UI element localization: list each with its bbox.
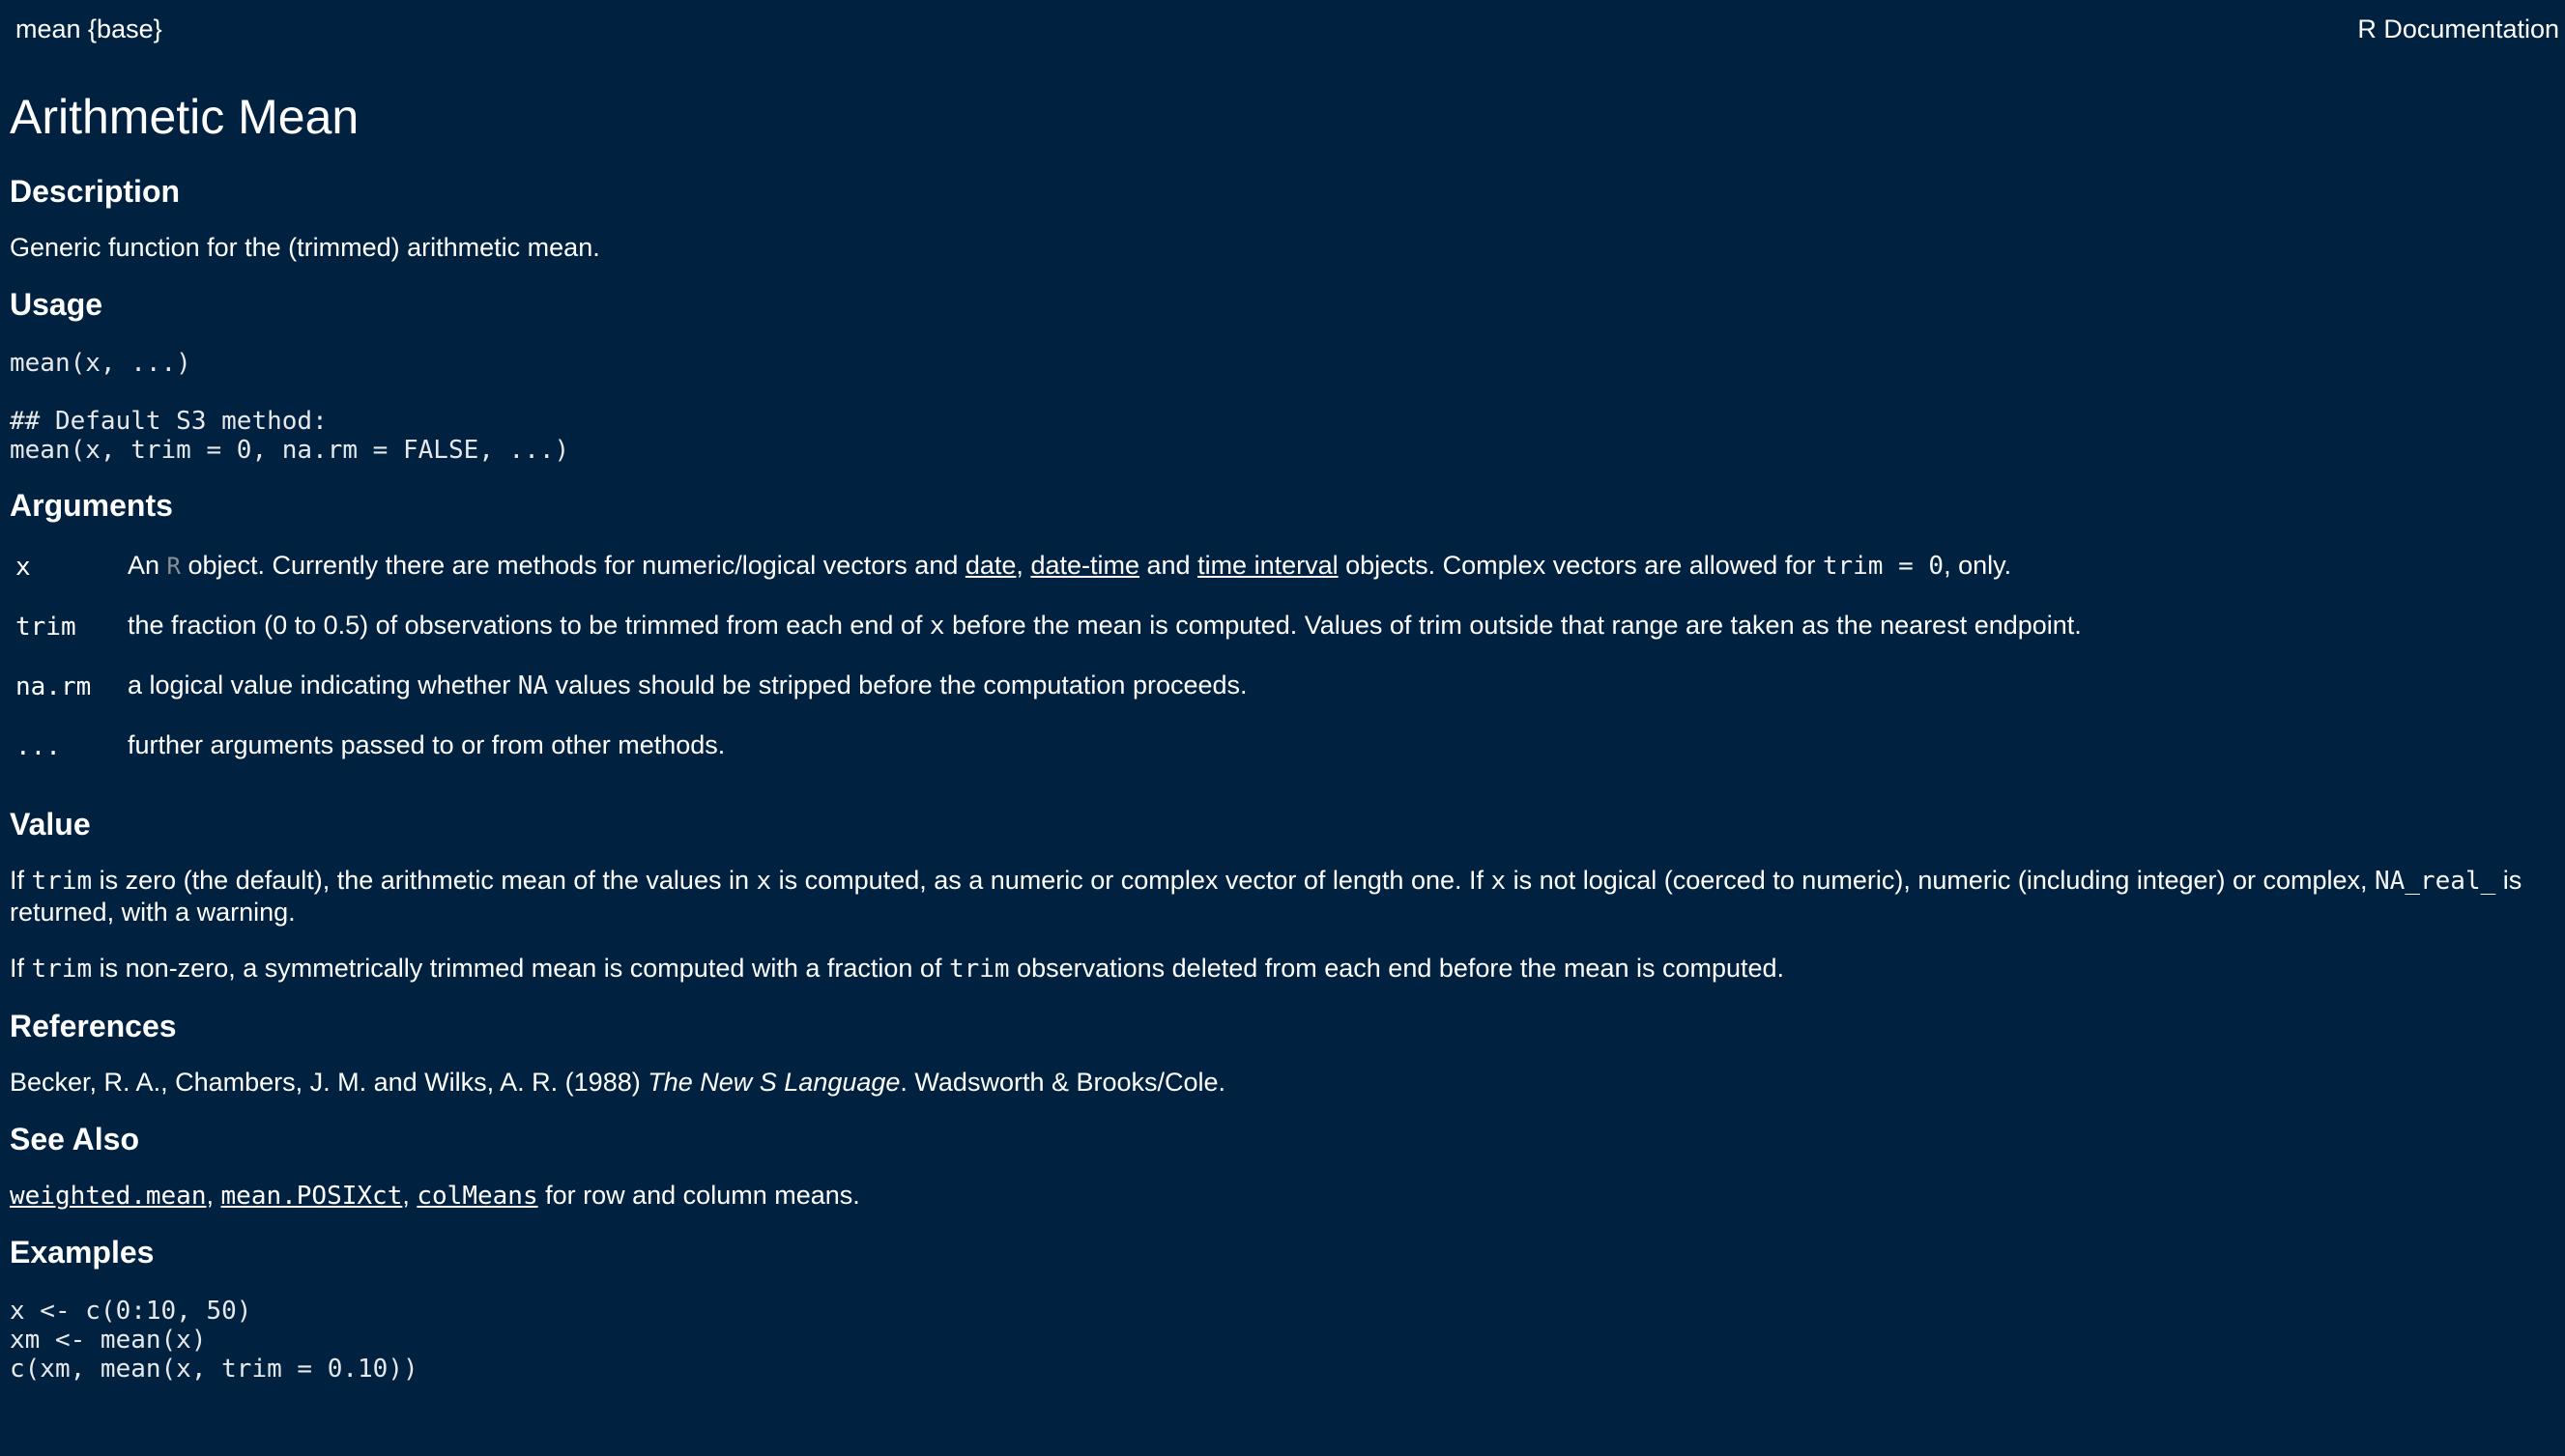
argument-name: ... <box>15 732 61 761</box>
references-heading: References <box>10 1009 177 1043</box>
references-text: Becker, R. A., Chambers, J. M. and Wilks, A. R. (1988) The New S Language. Wadsworth & Brooks/Cole. <box>10 1068 1226 1097</box>
page-title: Arithmetic Mean <box>10 90 360 144</box>
argument-row-trim <box>10 602 2082 662</box>
value-paragraph-1: If trim is zero (the default), the arithmetic mean of the values in x is computed, as a numeric or complex vector of length one. If x is not logical (coerced to numeric), numeric (including integer) or complex, NA_real_ is returned, with a warning. <box>10 866 2522 927</box>
inline-code: NA_real_ <box>2375 867 2496 896</box>
date-time-link[interactable]: date-time <box>1030 551 1139 580</box>
mean-posixct-link[interactable]: mean.POSIXct <box>220 1182 403 1211</box>
help-content <box>10 83 2551 1384</box>
usage-heading: Usage <box>10 287 103 322</box>
inline-code: trim <box>31 955 93 984</box>
time-interval-link[interactable]: time interval <box>1197 551 1339 580</box>
argument-name: na.rm <box>15 672 92 701</box>
see-also-heading: See Also <box>10 1122 139 1156</box>
inline-code: trim <box>31 867 93 896</box>
description-text: Generic function for the (trimmed) arithmetic mean. <box>10 233 600 262</box>
argument-row-x <box>10 542 2082 602</box>
inline-code: x <box>1490 867 1507 896</box>
see-also-text: weighted.mean, mean.POSIXct, colMeans for row and column means. <box>10 1181 860 1211</box>
argument-name: x <box>15 553 31 582</box>
inline-code: x <box>756 867 772 896</box>
argument-row-na-rm <box>10 662 2082 722</box>
inline-code: trim = 0 <box>1822 552 1945 581</box>
examples-heading: Examples <box>10 1235 155 1270</box>
arguments-heading: Arguments <box>10 488 173 523</box>
value-paragraph-2: If trim is non-zero, a symmetrically trimmed mean is computed with a fraction of trim observations deleted from each end before the mean is computed. <box>10 954 1785 984</box>
usage-code-default: ## Default S3 method: mean(x, trim = 0, na.rm = FALSE, ...) <box>10 407 570 465</box>
argument-description: An R object. Currently there are methods for numeric/logical vectors and date, date-time and time interval objects. Complex vectors are allowed for trim = 0, only. <box>128 551 2012 581</box>
topic-package-label: mean {base} <box>15 14 162 43</box>
documentation-label: R Documentation <box>2357 14 2559 43</box>
description-heading: Description <box>10 174 181 209</box>
examples-code: x <- c(0:10, 50) xm <- mean(x) c(xm, mean(x, trim = 0.10)) <box>10 1297 418 1384</box>
inline-code: trim <box>948 955 1010 984</box>
r-logo-icon: R <box>166 553 181 580</box>
argument-name: trim <box>15 613 76 642</box>
argument-description: the fraction (0 to 0.5) of observations to be trimmed from each end of x before the mean is computed. Values of trim outside that range are taken as the nearest endpoint. <box>128 611 2082 641</box>
date-link[interactable]: date <box>965 551 1017 580</box>
argument-description: a logical value indicating whether NA values should be stripped before the computation proceeds. <box>128 671 1248 700</box>
usage-code-generic: mean(x, ...) <box>10 349 191 378</box>
inline-code: NA <box>517 671 549 700</box>
help-header <box>15 12 2559 46</box>
book-title: The New S Language <box>648 1068 901 1097</box>
weighted-mean-link[interactable]: weighted.mean <box>10 1182 207 1211</box>
inline-code: x <box>929 612 945 641</box>
argument-row-dots <box>10 722 2082 782</box>
colmeans-link[interactable]: colMeans <box>417 1182 538 1211</box>
arguments-table <box>10 542 2082 782</box>
argument-description: further arguments passed to or from other methods. <box>128 730 726 759</box>
value-heading: Value <box>10 807 91 842</box>
